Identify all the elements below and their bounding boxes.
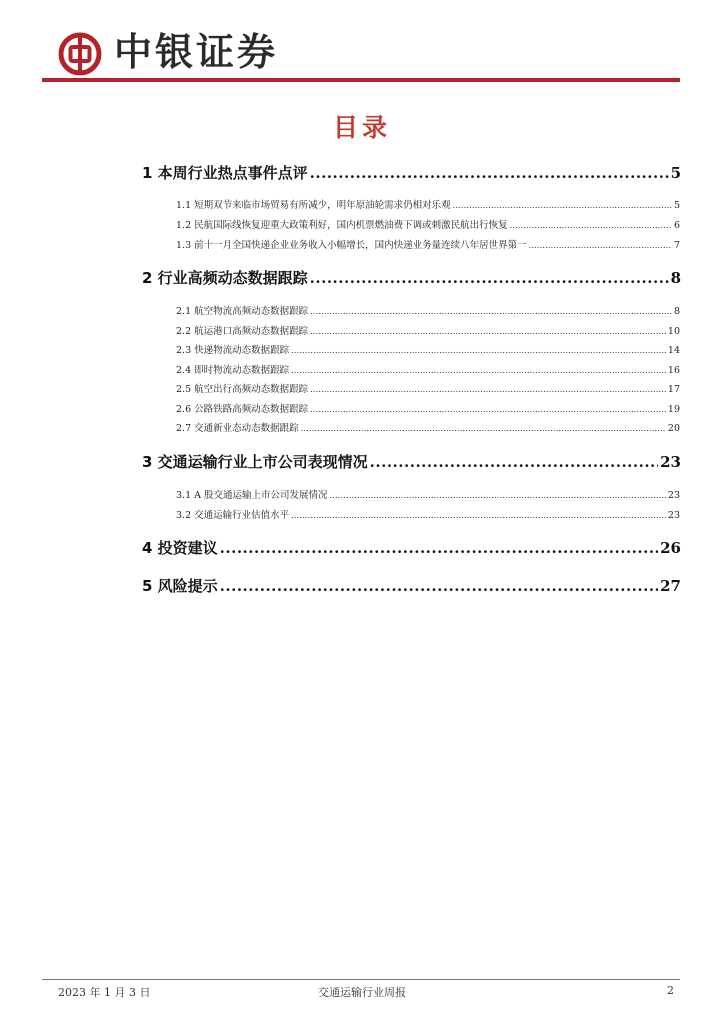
toc-entry-label: 1.2 民航国际线恢复迎重大政策利好，国内机票燃油费下调或刺激民航出行恢复 [176,220,508,231]
toc-entry-2-2[interactable] [176,323,680,337]
toc-entry-label: 3.2 交通运输行业估值水平 [176,510,290,521]
toc-entry-label: 2.2 航运港口高频动态数据跟踪 [176,326,309,337]
toc-entry-1-3[interactable] [176,237,680,251]
toc-entry-page: 17 [667,384,680,395]
toc-entry-label: 5 风险提示 [142,577,218,595]
toc-entry-page: 7 [673,240,680,251]
footer-report-name: 交通运输行业周报 [318,986,406,999]
toc-entry-page: 20 [667,423,680,434]
toc-entry-page: 8 [673,306,680,317]
toc-entry-2[interactable] [142,267,681,288]
toc-entry-label: 2.1 航空物流高频动态数据跟踪 [176,306,309,317]
toc-entry-label: 2 行业高频动态数据跟踪 [142,269,308,287]
toc-entry-2-4[interactable] [176,362,680,376]
toc-entry-4[interactable] [142,537,681,558]
toc-entry-2-6[interactable] [176,401,680,415]
toc-entry-1-1[interactable] [176,197,680,211]
toc-entry-1[interactable] [142,162,681,183]
toc-entry-label: 3.1 A 股交通运输上市公司发展情况 [176,490,328,501]
toc-leader-dots [220,577,658,595]
toc-leader-dots [310,269,669,287]
toc-entry-label: 1.3 前十一月全国快递企业业务收入小幅增长，国内快递业务量连续八年居世界第一 [176,240,527,251]
toc-entry-page: 5 [670,164,681,182]
toc-leader-dots [291,346,666,355]
toc-leader-dots [453,201,672,210]
toc-entry-page: 23 [660,453,681,471]
toc-entry-5[interactable] [142,575,681,596]
toc-entry-label: 1.1 短期双节来临市场贸易有所减少，明年原油轮需求仍相对乐观 [176,200,451,211]
toc-entry-label: 1 本周行业热点事件点评 [142,164,308,182]
toc-entry-page: 6 [673,220,680,231]
toc-leader-dots [310,385,666,394]
toc-entry-label: 2.6 公路铁路高频动态数据跟踪 [176,404,309,415]
toc-leader-dots [291,511,666,520]
toc-entry-2-1[interactable] [176,303,680,317]
toc-entry-page: 27 [660,577,681,595]
toc-entry-page: 26 [660,539,681,557]
toc-entry-1-2[interactable] [176,217,680,231]
toc-entry-page: 23 [667,510,680,521]
toc-leader-dots [310,327,666,336]
toc-leader-dots [370,453,658,471]
toc-title: 目录 [332,113,391,142]
toc-entry-2-3[interactable] [176,342,680,356]
toc-entry-page: 19 [667,404,680,415]
toc-leader-dots [529,241,672,250]
toc-entry-page: 10 [667,326,680,337]
toc-entry-label: 2.3 快递物流动态数据跟踪 [176,345,290,356]
toc-entry-page: 8 [670,269,681,287]
toc-entry-page: 14 [667,345,680,356]
toc-leader-dots [310,307,672,316]
toc-leader-dots [301,424,666,433]
footer-page-number: 2 [667,984,674,997]
toc-leader-dots [510,221,672,230]
footer-date: 2023 年 1 月 3 日 [58,986,151,999]
toc-entry-page: 23 [667,490,680,501]
toc-leader-dots [310,405,666,414]
toc-leader-dots [220,539,658,557]
toc-entry-3-1[interactable] [176,487,680,501]
toc-entry-label: 2.7 交通新业态动态数据跟踪 [176,423,299,434]
toc-entry-page: 16 [667,365,680,376]
toc-leader-dots [310,164,669,182]
footer-divider [42,979,680,980]
toc-entry-3-2[interactable] [176,507,680,521]
toc-entry-label: 4 投资建议 [142,539,218,557]
toc-entry-page: 5 [673,200,680,211]
brand-name: 中银证券 [114,30,279,74]
toc-entry-label: 2.5 航空出行高频动态数据跟踪 [176,384,309,395]
toc-entry-2-5[interactable] [176,381,680,395]
toc-entry-3[interactable] [142,451,681,472]
toc-entry-label: 2.4 即时物流动态数据跟踪 [176,365,290,376]
toc-leader-dots [330,491,666,500]
toc-leader-dots [291,366,666,375]
toc-entry-2-7[interactable] [176,420,680,434]
toc-entry-label: 3 交通运输行业上市公司表现情况 [142,453,368,471]
